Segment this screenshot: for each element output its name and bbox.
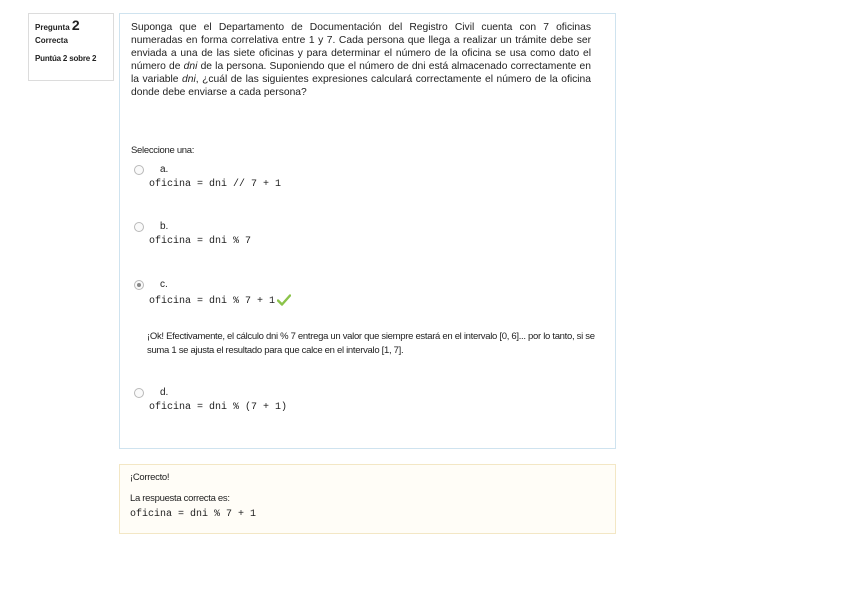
radio-option-c[interactable] <box>134 280 144 290</box>
option-code: oficina = dni % 7 + 1 <box>149 296 276 307</box>
option-letter: d. <box>160 387 169 398</box>
radio-option-d[interactable] <box>134 388 144 398</box>
question-grade: Puntúa 2 sobre 2 <box>35 54 97 63</box>
option-code: oficina = dni % 7 <box>149 236 252 247</box>
correct-check-icon <box>277 294 291 306</box>
question-state: Correcta <box>35 36 68 45</box>
radio-option-b[interactable] <box>134 222 144 232</box>
question-text-part: Suponga que el Departamento de Documentación del Registro Civil cuenta con 7 oficinas numeradas en forma correlativa entre 1 y 7. Cada persona que llega a realizar un trámite debe ser enviada a una de las siete oficinas y para determinar el número de la oficina se usa como dato el número de <box>131 22 591 72</box>
select-prompt: Seleccione una: <box>131 145 195 156</box>
outcome-panel <box>119 464 616 534</box>
right-answer-code: oficina = dni % 7 + 1 <box>130 509 257 520</box>
right-answer-label: La respuesta correcta es: <box>130 493 230 504</box>
option-code: oficina = dni // 7 + 1 <box>149 179 282 190</box>
question-text <box>131 21 591 99</box>
question-text-part: , ¿cuál de las siguientes expresiones calculará correctamente el número de la oficina donde debe enviarse a cada persona? <box>131 74 591 98</box>
question-info-panel <box>28 13 114 81</box>
outcome-status: ¡Correcto! <box>130 472 170 483</box>
question-content <box>119 13 616 449</box>
question-number <box>35 17 107 33</box>
option-letter: c. <box>160 279 168 290</box>
question-number-value: 2 <box>71 17 80 33</box>
option-code-container <box>149 294 291 307</box>
radio-option-a[interactable] <box>134 165 144 175</box>
question-label: Pregunta <box>35 23 70 32</box>
option-code: oficina = dni % (7 + 1) <box>149 402 288 413</box>
option-feedback: ¡Ok! Efectivamente, el cálculo dni % 7 entrega un valor que siempre estará en el intervalo [0, 6]... por lo tanto, si se suma 1 se ajusta el resultado para que calce en el intervalo [1, 7]. <box>147 331 595 356</box>
option-letter: b. <box>160 221 169 232</box>
question-text-italic-dni: dni <box>183 61 198 72</box>
question-text-part: de la persona. Suponiendo que el número de dni está almacenado correctamente en la variable <box>131 61 591 85</box>
question-text-italic-dni: dni <box>182 74 196 85</box>
option-letter: a. <box>160 164 169 175</box>
